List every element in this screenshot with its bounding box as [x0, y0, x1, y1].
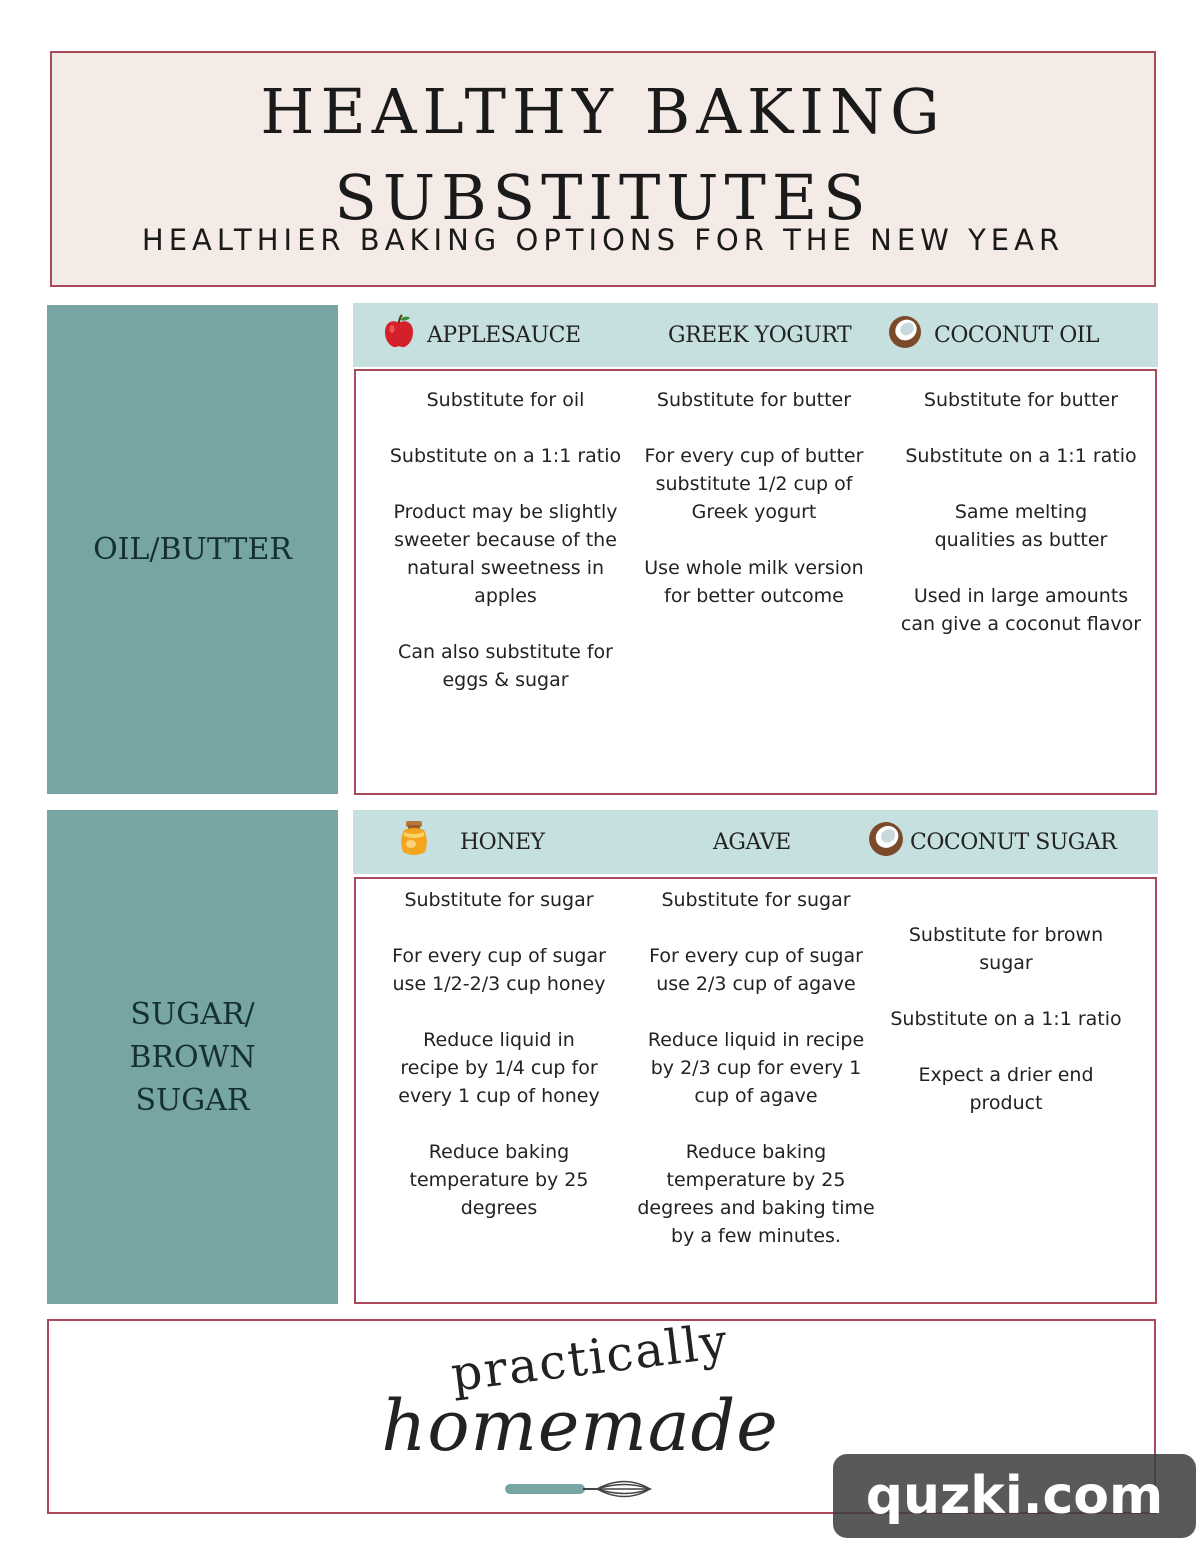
note: Reduce liquid in recipe by 1/4 cup for every 1 cup of honey	[398, 1029, 600, 1107]
note: Substitute for sugar	[404, 889, 594, 911]
note: For every cup of butter substitute 1/2 cup of Greek yogurt	[644, 445, 864, 523]
note: Expect a drier end product	[918, 1064, 1094, 1114]
note: Used in large amounts can give a coconut flavor	[900, 585, 1142, 635]
note: Substitute on a 1:1 ratio	[905, 445, 1137, 467]
whisk-icon	[505, 1472, 655, 1510]
agave-notes	[636, 886, 876, 1278]
logo-text-homemade: homemade	[381, 1385, 779, 1467]
column-name: HONEY	[460, 829, 545, 855]
apple-icon	[383, 314, 415, 356]
substitutes-table-oil-butter	[354, 369, 1157, 795]
substitutes-table-sugar	[354, 877, 1157, 1304]
note: Substitute on a 1:1 ratio	[890, 1008, 1122, 1030]
section-label-line: SUGAR	[135, 1082, 250, 1118]
page-title	[52, 69, 1154, 241]
title-line-2: SUBSTITUTES	[334, 161, 872, 234]
note: Product may be slightly sweeter because of the natural sweetness in apples	[393, 501, 618, 607]
column-header-honey	[398, 810, 545, 874]
column-name: GREEK YOGURT	[668, 322, 852, 348]
honey-notes	[374, 886, 624, 1250]
column-header-coconut-oil	[888, 303, 1099, 367]
note: Same melting qualities as butter	[934, 501, 1108, 551]
note: Reduce baking temperature by 25 degrees and baking time by a few minutes.	[637, 1141, 875, 1247]
section-label-line: OIL/BUTTER	[93, 532, 292, 567]
note: Use whole milk version for better outcome	[644, 557, 864, 607]
note: Can also substitute for eggs & sugar	[398, 641, 613, 691]
coconut-oil-notes	[886, 386, 1156, 666]
note: Substitute on a 1:1 ratio	[389, 445, 622, 467]
note: For every cup of sugar use 2/3 cup of agave	[649, 945, 863, 995]
section-label-line: BROWN	[129, 1039, 256, 1075]
coconut-icon	[868, 821, 904, 863]
note: Substitute for butter	[656, 389, 852, 411]
page-subtitle: HEALTHIER BAKING OPTIONS FOR THE NEW YEAR	[141, 223, 1065, 257]
note: Reduce baking temperature by 25 degrees	[409, 1141, 589, 1219]
column-name: COCONUT SUGAR	[910, 829, 1117, 855]
logo-text-practically: practically	[448, 1313, 732, 1403]
coconut-sugar-notes	[886, 921, 1126, 1145]
column-header-agave	[713, 810, 791, 874]
note: Substitute for butter	[923, 389, 1119, 411]
column-header-applesauce	[383, 303, 581, 367]
note: Reduce liquid in recipe by 2/3 cup for every 1 cup of agave	[647, 1029, 865, 1107]
column-header-row	[353, 303, 1158, 367]
coconut-icon	[888, 315, 922, 355]
note: Substitute for sugar	[661, 889, 851, 911]
column-name: APPLESAUCE	[427, 322, 581, 348]
section-label-sugar	[47, 810, 338, 1304]
column-header-row	[353, 810, 1158, 874]
column-name: AGAVE	[713, 829, 791, 855]
honey-jar-icon	[398, 820, 430, 864]
title-banner	[50, 51, 1156, 287]
section-label-oil-butter	[47, 305, 338, 794]
section-label-line: SUGAR/	[130, 996, 255, 1032]
column-header-coconut-sugar	[868, 810, 1116, 874]
watermark: quzki.com	[833, 1454, 1196, 1538]
column-name: COCONUT OIL	[934, 322, 1100, 348]
column-header-greek-yogurt	[668, 303, 851, 367]
note: For every cup of sugar use 1/2-2/3 cup honey	[392, 945, 606, 995]
greek-yogurt-notes	[639, 386, 869, 638]
applesauce-notes	[378, 386, 633, 722]
note: Substitute for brown sugar	[908, 924, 1104, 974]
note: Substitute for oil	[426, 389, 585, 411]
title-line-1: HEALTHY BAKING	[260, 75, 946, 148]
